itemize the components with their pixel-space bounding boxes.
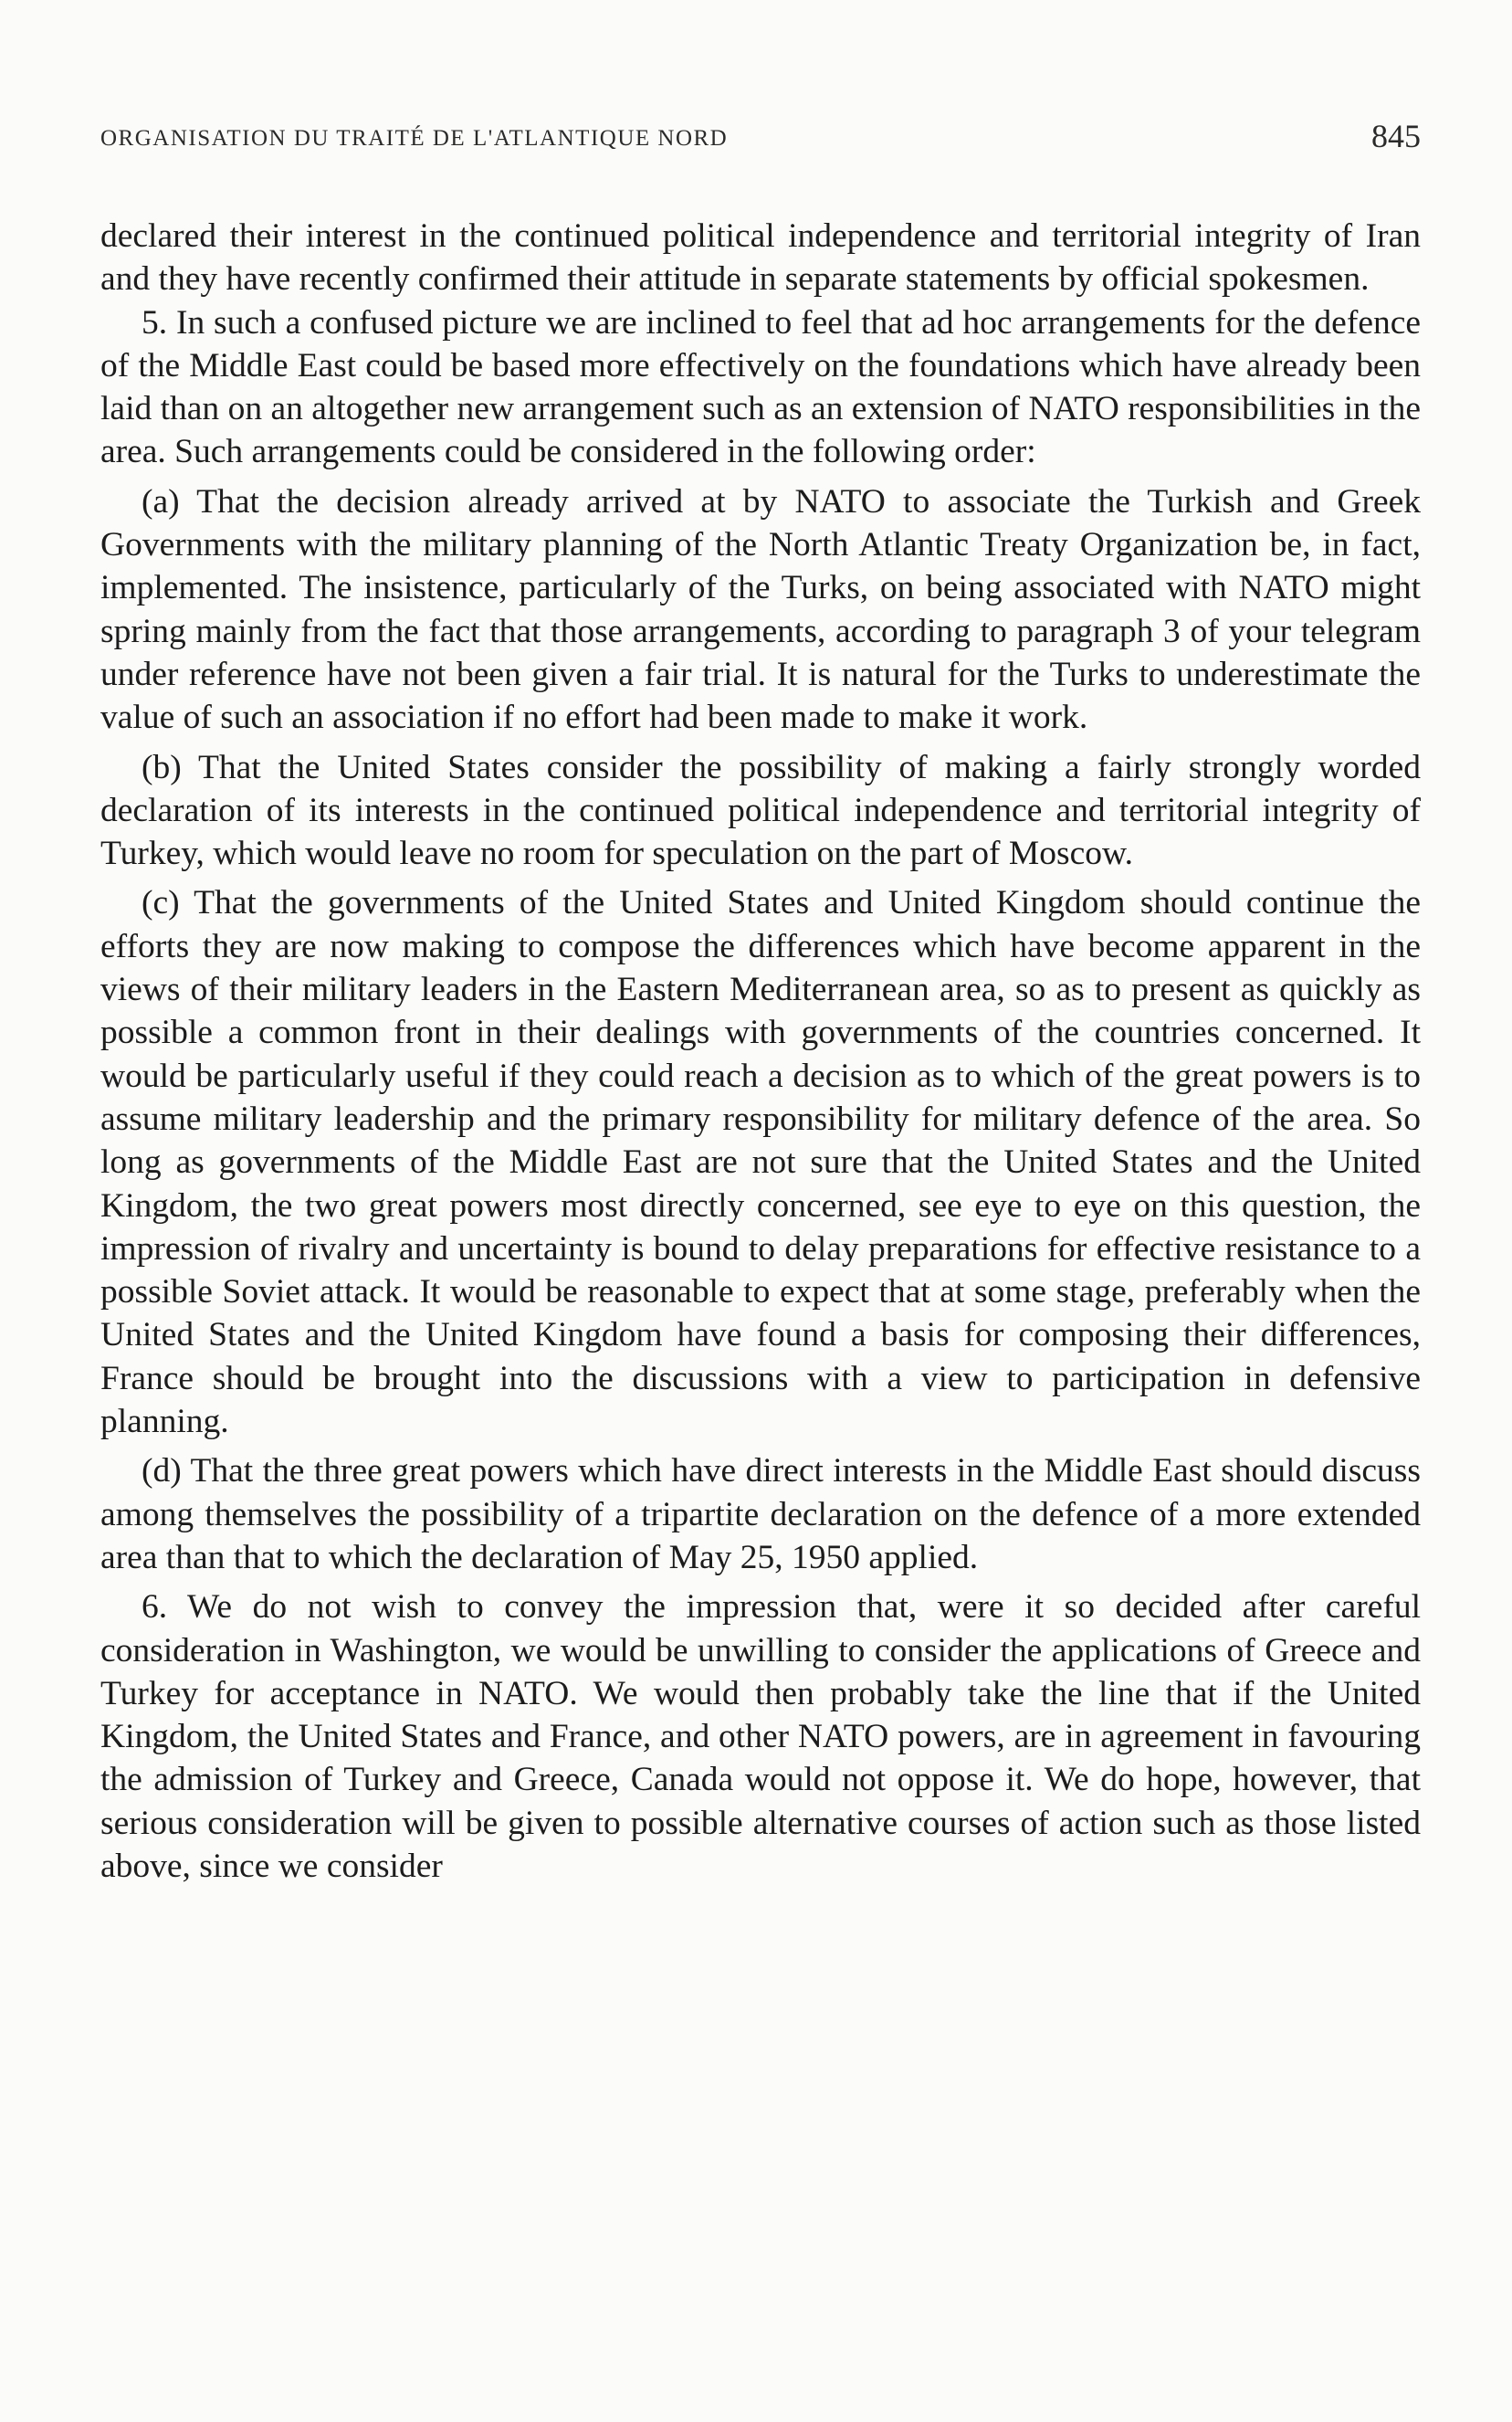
page-number: 845 xyxy=(1371,118,1421,154)
running-header xyxy=(100,117,1421,163)
paragraph-6: 6. We do not wish to convey the impression that, were it so decided after careful consideration in Washington, we would be unwilling to consider the applications of Greece and Turkey for acceptance in NATO. We would then probably take the line that if the United Kingdom, the United States and France, and other NATO powers, are in agreement in favouring the admission of Turkey and Greece, Canada would not oppose it. We do hope, however, that serious consideration will be given to possible alternative courses of action such as those listed above, since we consider xyxy=(100,1588,1421,1885)
paragraph-5b: (b) That the United States consider the possibility of making a fairly strongly worded declaration of its interests in the continued political independence and territorial integrity of Turkey, which would leave no room for speculation on the part of Moscow. xyxy=(100,748,1421,873)
paragraph-5a: (a) That the decision already arrived at by NATO to associate the Turkish and Greek Governments with the military planning of the North Atlantic Treaty Organization be, in fact, implemented. The insistence, particularly of the Turks, on being associated with NATO might spring mainly from the fact that those arrangements, according to paragraph 3 of your telegram under reference have not been given a fair trial. It is natural for the Turks to underestimate the value of such an association if no effort had been made to make it work. xyxy=(100,482,1421,737)
paragraph-5c: (c) That the governments of the United States and United Kingdom should continue the efforts they are now making to compose the differences which have become apparent in the views of their military leaders in the Eastern Mediterranean area, so as to present as quickly as possible a common front in their dealings with governments of the countries concerned. It would be particularly useful if they could reach a decision as to which of the great powers is to assume military leadership and the primary responsibility for military defence of the area. So long as governments of the Middle East are not sure that the United States and the United Kingdom, the two great powers most directly concerned, see eye to eye on this question, the impression of rivalry and uncertainty is bound to delay preparations for effective resistance to a possible Soviet attack. It would be reasonable to expect that at some stage, preferably when the United States and the United Kingdom have found a basis for composing their differences, France should be brought into the discussions with a view to participation in defensive planning. xyxy=(100,884,1421,1441)
paragraph-5: 5. In such a confused picture we are inclined to feel that ad hoc arrangements for the defence of the Middle East could be based more effectively on the foundations which have already been laid than on an altogether new arrangement such as an extension of NATO responsibilities in the area. Such arrangements could be considered in the following order: xyxy=(100,303,1421,471)
running-title: ORGANISATION DU TRAITÉ DE L'ATLANTIQUE NORD xyxy=(100,126,729,151)
body-text xyxy=(100,215,1421,1888)
paragraph-5d: (d) That the three great powers which have direct interests in the Middle East should discuss among themselves the possibility of a tripartite declaration on the defence of a more extended area than that to which the declaration of May 25, 1950 applied. xyxy=(100,1452,1421,1576)
paragraph-continuation: declared their interest in the continued political independence and territorial integrity of Iran and they have recently confirmed their attitude in separate statements by official spokesmen. xyxy=(100,217,1421,299)
